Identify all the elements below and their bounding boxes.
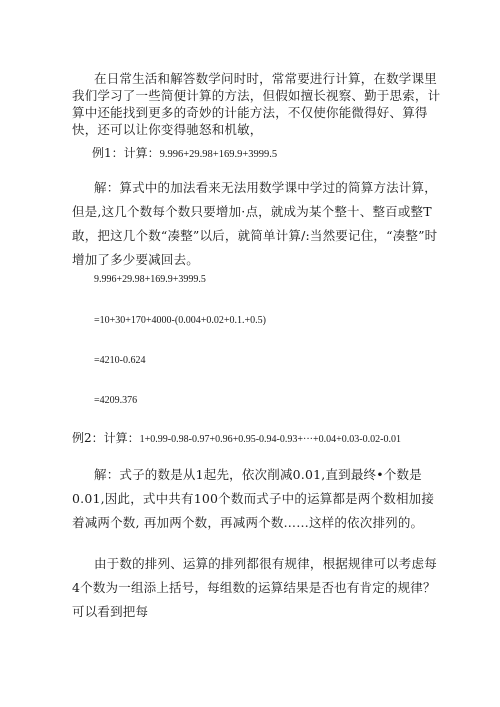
example-2-expression: 1+0.99-0.98-0.97+0.96+0.95-0.94-0.93+···+0.04+0.03-0.02-0.01 [139,434,401,445]
intro-paragraph: 在日常生活和解答数学问时时，常常要进行计算，在数学课里我们学习了一些简便计算的方法，但假如擅长视察、勤于思索，计算中还能找到更多的奇妙的计能方法，不仅使你能微得好、算得快，还可以让你变得驰怒和机敏， [72,71,441,137]
paragraph-3: 由于数的排列、运算的排列都很有规律，根据规律可以考虑每4个数为一组添上括号，每组数的运算结果是否也有肯定的规律？可以看到把每 [72,556,437,619]
example-1-expression: 9.996+29.98+169.9+3999.5 [159,149,278,160]
calc-line-4: =4209.376 [94,395,138,406]
example-1-heading [92,145,277,163]
example-2-label: 例2：计算： [72,431,140,445]
solution-2-paragraph: 解：式子的数是从1起先，依次削减0.01,直到最终•个数是0.01,因此，式中共有100个数而式子中的运算都是两个数相加接着减两个数, 再加两个数，再减两个数……这样的依次排列的。 [72,467,435,530]
example-1-label: 例1：计算： [92,146,160,160]
calc-line-3: =4210-0.624 [94,355,146,366]
calc-line-2: =10+30+170+4000-(0.004+0.02+0.1.+0.5) [94,315,266,326]
calc-line-1: 9.996+29.98+169.9+3999.5 [94,274,206,285]
solution-1-paragraph: 解：算式中的加法看来无法用数学课中学过的简算方法计算，但是,这几个数每个数只要增加·点，就成为某个整十、整百或整T敢，把这几个数“凑整”以后，就简单计算/:当然要记住，“凑整”时增加了多少要减回去。 [72,180,438,267]
example-2-heading [72,430,401,448]
